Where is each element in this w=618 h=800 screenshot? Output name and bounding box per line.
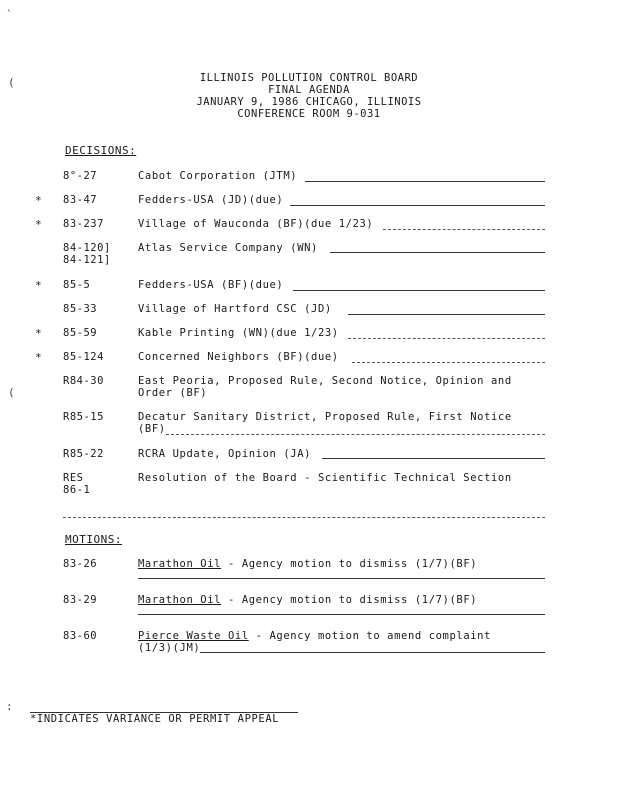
motion-text: - Agency motion to dismiss (1/7)(BF) bbox=[221, 594, 478, 606]
motion-text: - Agency motion to dismiss (1/7)(BF) bbox=[221, 558, 478, 570]
signature-line bbox=[290, 205, 545, 206]
signature-line bbox=[322, 458, 545, 459]
case-description: East Peoria, Proposed Rule, Second Notice, Opinion and bbox=[138, 375, 512, 387]
signature-line bbox=[383, 229, 545, 230]
case-description: Fedders-USA (JD)(due) bbox=[138, 194, 284, 206]
variance-marker: * bbox=[35, 327, 42, 340]
case-description: Fedders-USA (BF)(due) bbox=[138, 279, 284, 291]
agenda-title: FINAL AGENDA bbox=[268, 84, 350, 96]
motion-number: 83-26 bbox=[63, 558, 98, 570]
motion-number: 83-29 bbox=[63, 594, 98, 606]
motion-description bbox=[138, 630, 491, 642]
signature-line bbox=[305, 181, 545, 182]
case-number: 85-124 bbox=[63, 351, 104, 363]
scan-mark: ( bbox=[8, 386, 15, 399]
motion-text: - Agency motion to amend complaint bbox=[248, 630, 492, 642]
motion-party: Marathon Oil bbox=[138, 558, 222, 570]
board-title: ILLINOIS POLLUTION CONTROL BOARD bbox=[199, 72, 419, 84]
variance-marker: * bbox=[35, 218, 42, 231]
case-number: 85-33 bbox=[63, 303, 98, 315]
case-number-secondary: 86-1 bbox=[63, 484, 91, 496]
case-number: R85-15 bbox=[63, 411, 104, 423]
case-description: Village of Hartford CSC (JD) bbox=[138, 303, 332, 315]
case-number: R84-30 bbox=[63, 375, 104, 387]
case-number: 83-237 bbox=[63, 218, 104, 230]
motion-party: Pierce Waste Oil bbox=[138, 630, 249, 642]
scan-mark: ( bbox=[8, 76, 15, 89]
case-description: Atlas Service Company (WN) bbox=[138, 242, 318, 254]
case-number-secondary: 84-121] bbox=[63, 254, 111, 266]
scan-mark: : bbox=[6, 700, 13, 713]
motion-party: Marathon Oil bbox=[138, 594, 222, 606]
case-number: 83-47 bbox=[63, 194, 98, 206]
signature-line bbox=[138, 578, 545, 579]
signature-line bbox=[293, 290, 545, 291]
motion-description-continued: (1/3)(JM) bbox=[138, 642, 201, 654]
meeting-date: JANUARY 9, 1986 CHICAGO, ILLINOIS bbox=[196, 96, 422, 108]
footnote-rule bbox=[30, 712, 298, 713]
case-number: R85-22 bbox=[63, 448, 104, 460]
motion-description bbox=[138, 594, 477, 606]
motion-number: 83-60 bbox=[63, 630, 98, 642]
motions-heading: MOTIONS: bbox=[65, 533, 122, 546]
signature-line bbox=[200, 652, 545, 653]
case-number: 85-59 bbox=[63, 327, 98, 339]
signature-line bbox=[166, 434, 545, 435]
decisions-heading: DECISIONS: bbox=[65, 144, 137, 157]
footnote: *INDICATES VARIANCE OR PERMIT APPEAL bbox=[30, 713, 280, 725]
signature-line bbox=[330, 252, 545, 253]
case-number: 8°-27 bbox=[63, 170, 98, 182]
signature-line bbox=[348, 338, 545, 339]
variance-marker: * bbox=[35, 194, 42, 207]
case-description: Resolution of the Board - Scientific Technical Section bbox=[138, 472, 512, 484]
signature-line bbox=[348, 314, 545, 315]
case-number: 85-5 bbox=[63, 279, 91, 291]
motion-description bbox=[138, 558, 477, 570]
case-number: RES bbox=[63, 472, 84, 484]
case-description-continued: Order (BF) bbox=[138, 387, 208, 399]
case-description: Concerned Neighbors (BF)(due) bbox=[138, 351, 339, 363]
case-description: Kable Printing (WN)(due 1/23) bbox=[138, 327, 339, 339]
case-description: RCRA Update, Opinion (JA) bbox=[138, 448, 312, 460]
variance-marker: * bbox=[35, 351, 42, 364]
case-description: Decatur Sanitary District, Proposed Rule, First Notice bbox=[138, 411, 512, 423]
signature-line bbox=[138, 614, 545, 615]
meeting-room: CONFERENCE ROOM 9-031 bbox=[237, 108, 381, 120]
case-description: Cabot Corporation (JTM) bbox=[138, 170, 298, 182]
signature-line bbox=[352, 362, 545, 363]
variance-marker: * bbox=[35, 279, 42, 292]
section-divider bbox=[63, 517, 545, 518]
case-number: 84-120] bbox=[63, 242, 111, 254]
scan-mark: ` bbox=[6, 8, 13, 21]
case-description-continued: (BF) bbox=[138, 423, 166, 435]
case-description: Village of Wauconda (BF)(due 1/23) bbox=[138, 218, 374, 230]
